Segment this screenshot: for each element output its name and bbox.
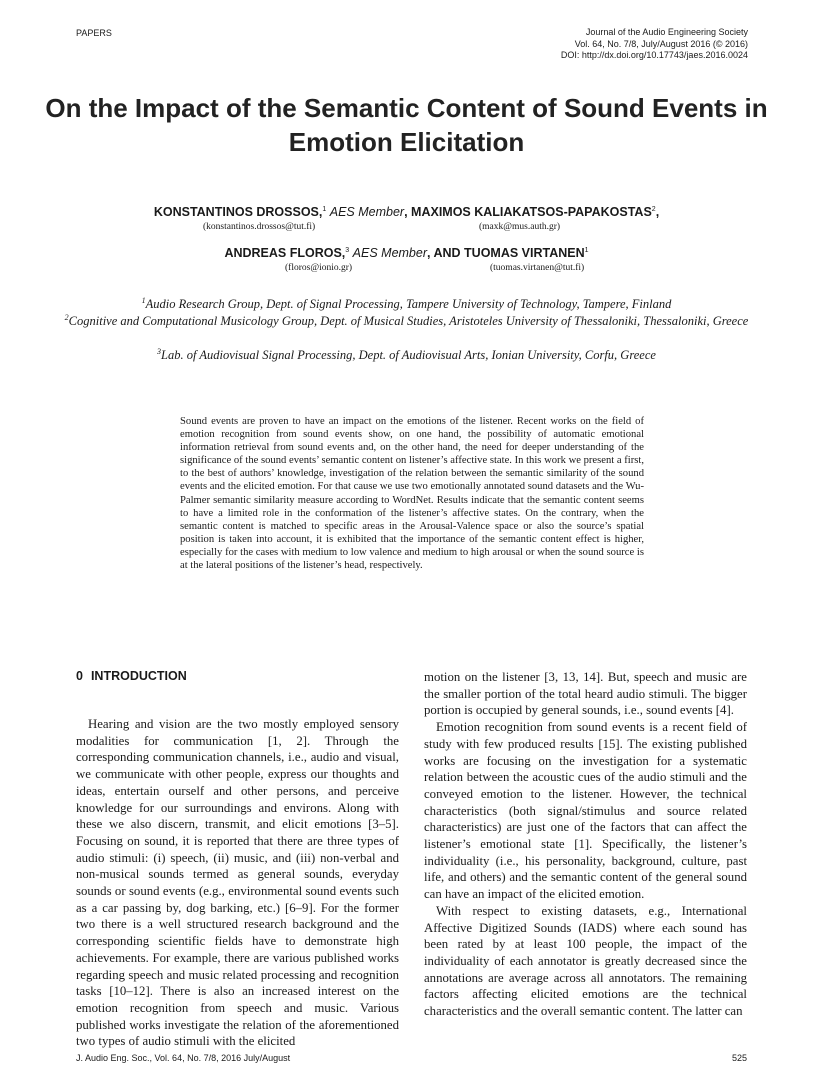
section-heading [76, 669, 399, 683]
affiliation-text: Cognitive and Computational Musicology Group, Dept. of Musical Studies, Aristoteles University of Thessaloniki, Thessaloniki, Greece [68, 314, 749, 329]
affiliation-marker: 1 [584, 246, 589, 254]
affiliation-number: 2 [64, 313, 69, 322]
page-number: 525 [731, 1053, 747, 1063]
paragraph-continued: motion on the listener [3, 13, 14]. But, speech and music are the smaller portion of the total heard audio stimuli. The bigger portion is occupied by general sounds, i.e., sound events [4]. [424, 670, 747, 718]
section-title: INTRODUCTION [90, 669, 187, 683]
author-line-1 [40, 205, 773, 219]
author-name: , AND TUOMAS VIRTANEN [427, 246, 585, 260]
author-name: KONSTANTINOS DROSSOS, [153, 205, 323, 219]
author-email[interactable]: (konstantinos.drossos@tut.fi) [203, 222, 316, 232]
affiliation-3 [60, 343, 753, 364]
paper-title: On the Impact of the Semantic Content of Sound Events in Emotion Elicitation [45, 93, 768, 157]
affiliation-text: Lab. of Audiovisual Signal Processing, Dept. of Audiovisual Arts, Ionian University, Corfu, Greece [161, 348, 656, 363]
footer-citation: J. Audio Eng. Soc., Vol. 64, No. 7/8, 2016 July/August [76, 1053, 291, 1063]
affiliation-marker: 3 [345, 246, 350, 254]
author-email[interactable]: (floros@ionio.gr) [285, 263, 353, 273]
author-membership: AES Member [352, 246, 428, 260]
running-header-section: PAPERS [76, 28, 112, 38]
body-column-left [76, 669, 399, 1050]
affiliation-2 [60, 309, 753, 330]
section-number: 0 [76, 669, 83, 683]
author-membership: AES Member [329, 205, 405, 219]
affiliation-text: Audio Research Group, Dept. of Signal Processing, Tampere University of Technology, Tampere, Finland [145, 297, 672, 312]
author-email[interactable]: (tuomas.virtanen@tut.fi) [490, 263, 585, 273]
paragraph: Hearing and vision are the two mostly employed sensory modalities for communication [1, 2]. Through the corresponding communication channels, i.e., audio and visual, we communicate with other people, express our thoughts and ideas, entertain ourself and other persons, and perceive knowledge for our surroundings and environs. Along with these we also discern, transmit, and elicit emotions [3–5]. Focusing on sound, it is reported that there are three types of audio stimuli: (i) speech, (ii) music, and (iii) non-verbal and non-musical sounds termed as general sounds, everyday sounds or sound events (e.g., environmental sound events such as a car passing by, dog barking, etc.) [6–9]. For the former two there is a well structured research background and the corresponding scientific fields have to demonstrate high achievements. For example, there are various published works regarding speech and music related processing and recognition tasks [10–12]. There is also an increased interest on the emotion recognition from speech and music. Various published works investigate the relation of the aforementioned two types of audio stimuli with the elicited [76, 717, 399, 1049]
journal-volume: Vol. 64, No. 7/8, July/August 2016 (© 2016) [574, 38, 748, 49]
paragraph: With respect to existing datasets, e.g., International Affective Digitized Sounds (IADS) where each sound has been rated by at least 100 people, the impact of the individuality of each annotator is greatly decreased since the annotations are average across all annotators. The remaining factors affecting elicited emotions are the technical characteristics and the overall semantic content. The latter can [424, 903, 747, 1019]
author-name: , MAXIMOS KALIAKATSOS-PAPAKOSTAS [404, 205, 652, 219]
body-column-right [424, 669, 747, 1020]
journal-name: Journal of the Audio Engineering Society [585, 27, 748, 37]
author-line-2 [40, 246, 773, 260]
journal-doi[interactable]: DOI: http://dx.doi.org/10.17743/jaes.2016.0024 [560, 50, 748, 61]
running-header-journal [561, 27, 748, 62]
affiliation-marker: 1 [322, 205, 327, 213]
author-name: ANDREAS FLOROS, [224, 246, 346, 260]
affiliation-marker: 2 [651, 205, 656, 213]
affiliation-number: 1 [141, 296, 146, 305]
affiliation-number: 3 [157, 347, 162, 356]
author-email[interactable]: (maxk@mus.auth.gr) [479, 222, 561, 232]
author-separator: , [655, 205, 660, 219]
paragraph: Emotion recognition from sound events is a recent field of study with few produced results [15]. The existing published works are focusing on the investigation for a systematic relation between the acoustic cues of the audio stimuli and the conveyed emotion to the listener. However, the technical characteristics (both signal/stimulus and source related characteristics) are just one of the factors that can affect the listener’s emotional state [1]. Specifically, the listener’s individuality (i.e., his personality, background, culture, past life, and others) and the semantic content of the general sound can have an impact of the elicited emotion. [424, 720, 747, 902]
abstract: Sound events are proven to have an impact on the emotions of the listener. Recent works on the field of emotion recognition from sound events show, on one hand, the possibility of automatic emotional information retrieval from sound events and, on the other hand, the need for deeper understanding of the significance of the sound events’ semantic content on listener’s affective state. In this work we present a first, to the best of authors’ knowledge, investigation of the relation between the semantic similarity of the sound events and the elicited emotion. For that cause we use two emotionally annotated sound datasets and the Wu-Palmer semantic similarity measure according to WordNet. Results indicate that the semantic content seems to have a limited role in the conformation of the listener’s affective states. On the contrary, when the semantic content is matched to specific areas in the Arousal-Valence space or also the source’s spatial position is taken into account, it is exhibited that the importance of the semantic content effect is higher, especially for the cases with medium to low valence and medium to high arousal or when the sound source is at the lateral positions of the listener’s head, respectively. [180, 416, 644, 572]
